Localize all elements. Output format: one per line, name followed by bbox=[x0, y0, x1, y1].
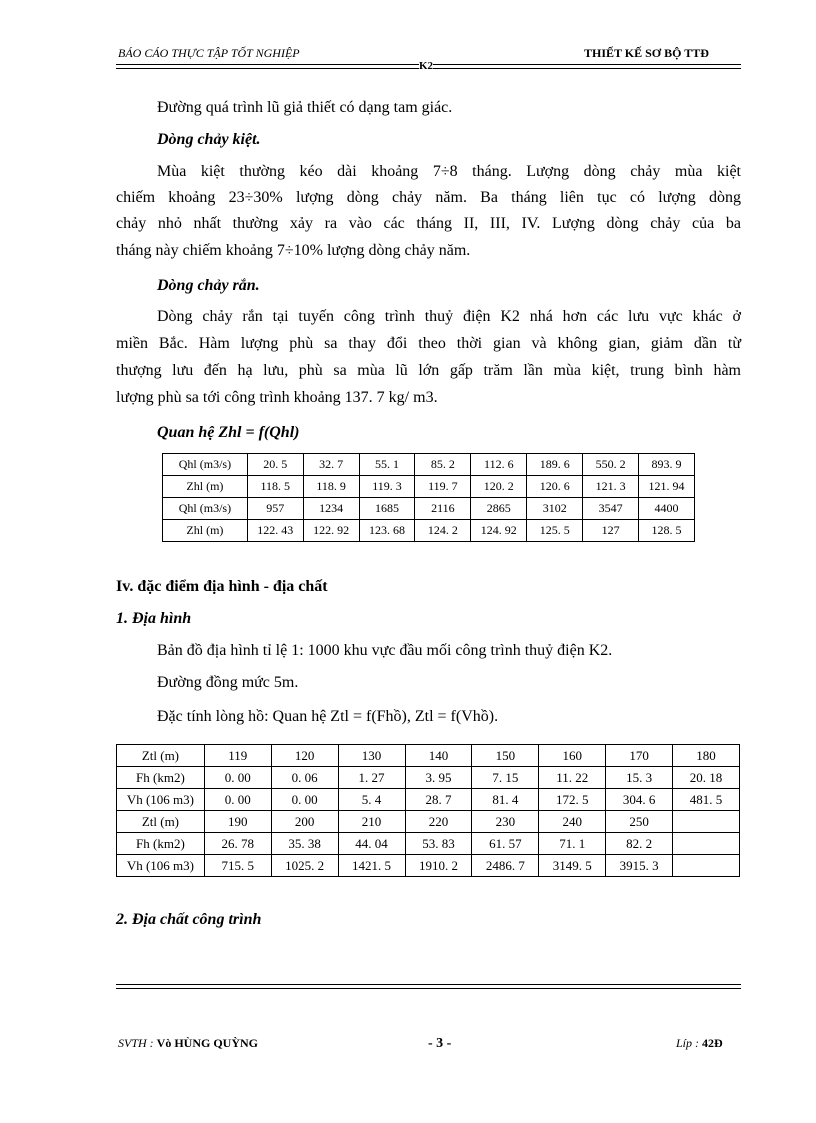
table2-cell: 1025. 2 bbox=[271, 855, 338, 877]
table1-cell: 120. 6 bbox=[527, 476, 583, 498]
table2-cell: 3. 95 bbox=[405, 767, 472, 789]
table2-cell: 250 bbox=[606, 811, 673, 833]
header-report-title: BÁO CÁO THỰC TẬP TỐT NGHIỆP bbox=[118, 46, 300, 60]
table2-cell: 28. 7 bbox=[405, 789, 472, 811]
table1-cell: 4400 bbox=[639, 498, 695, 520]
table1-cell: 127 bbox=[583, 520, 639, 542]
table2-row bbox=[117, 855, 740, 877]
table1-cell: 123. 68 bbox=[359, 520, 415, 542]
table2-cell: 44. 04 bbox=[338, 833, 405, 855]
paragraph-flood: Đường quá trình lũ giả thiết có dạng tam giác. bbox=[157, 99, 453, 116]
table2-row bbox=[117, 745, 740, 767]
table2-cell: 230 bbox=[472, 811, 539, 833]
table2-cell: 220 bbox=[405, 811, 472, 833]
footer-page-number: - 3 - bbox=[428, 1036, 452, 1051]
table1-cell: 893. 9 bbox=[639, 454, 695, 476]
table1-cell: 118. 5 bbox=[247, 476, 303, 498]
table2-cell: 240 bbox=[539, 811, 606, 833]
table1-cell: 128. 5 bbox=[639, 520, 695, 542]
table2-cell: 180 bbox=[673, 745, 740, 767]
table1-cell: 3547 bbox=[583, 498, 639, 520]
table-ztl-fh-vh bbox=[116, 744, 740, 877]
ran-line-2: miền Bắc. Hàm lượng phù sa thay đổi theo thời gian và không gian, giảm dần từ bbox=[116, 335, 741, 352]
footer-lop-label: Líp : bbox=[676, 1036, 700, 1050]
table1-cell: 125. 5 bbox=[527, 520, 583, 542]
table1-cell: 32. 7 bbox=[303, 454, 359, 476]
table1-cell: 85. 2 bbox=[415, 454, 471, 476]
table2-cell: 3915. 3 bbox=[606, 855, 673, 877]
table2-cell: 130 bbox=[338, 745, 405, 767]
table2-cell: 2486. 7 bbox=[472, 855, 539, 877]
table1-cell: 2865 bbox=[471, 498, 527, 520]
table2-cell: 0. 06 bbox=[271, 767, 338, 789]
table2-cell: 210 bbox=[338, 811, 405, 833]
table2-row-label: Ztl (m) bbox=[117, 745, 205, 767]
table2-row bbox=[117, 833, 740, 855]
table2-cell: 304. 6 bbox=[606, 789, 673, 811]
table2-cell: 170 bbox=[606, 745, 673, 767]
table1-cell: 119. 7 bbox=[415, 476, 471, 498]
table1-cell: 124. 92 bbox=[471, 520, 527, 542]
kiet-line-3: chảy nhỏ nhất thường xảy ra vào các tháng II, III, IV. Lượng dòng chảy của ba bbox=[116, 215, 741, 232]
table1-row bbox=[163, 520, 695, 542]
table2-cell: 160 bbox=[539, 745, 606, 767]
table2-cell: 3149. 5 bbox=[539, 855, 606, 877]
table1-row bbox=[163, 476, 695, 498]
kiet-line-1: Mùa kiệt thường kéo dài khoảng 7÷8 tháng. Lượng dòng chảy mùa kiệt bbox=[157, 163, 741, 180]
table2-row-label: Fh (km2) bbox=[117, 833, 205, 855]
footer-student bbox=[118, 1036, 258, 1051]
table2-cell: 0. 00 bbox=[204, 789, 271, 811]
table2-cell: 26. 78 bbox=[204, 833, 271, 855]
table1-cell: 20. 5 bbox=[247, 454, 303, 476]
footer-rule-top bbox=[116, 984, 741, 985]
table2-cell: 5. 4 bbox=[338, 789, 405, 811]
table2-cell: 35. 38 bbox=[271, 833, 338, 855]
heading-dong-chay-ran: Dòng chảy rắn. bbox=[157, 277, 260, 294]
table1-row bbox=[163, 498, 695, 520]
table1-cell: 957 bbox=[247, 498, 303, 520]
table1-cell: 122. 92 bbox=[303, 520, 359, 542]
table2-cell bbox=[673, 855, 740, 877]
table2-row-label: Vh (106 m3) bbox=[117, 789, 205, 811]
footer-svth-label: SVTH : bbox=[118, 1036, 154, 1050]
footer-svth-name: Vò HÙNG QUỲNG bbox=[156, 1036, 259, 1050]
table1-cell: 121. 3 bbox=[583, 476, 639, 498]
table2-row bbox=[117, 789, 740, 811]
table2-cell: 200 bbox=[271, 811, 338, 833]
table2-cell: 119 bbox=[204, 745, 271, 767]
dh-line-1: Bản đồ địa hình tỉ lệ 1: 1000 khu vực đầu mối công trình thuỷ điện K2. bbox=[157, 642, 613, 659]
dh-line-2: Đường đồng mức 5m. bbox=[157, 674, 299, 691]
table1-cell: 550. 2 bbox=[583, 454, 639, 476]
table2-cell: 15. 3 bbox=[606, 767, 673, 789]
table2-row bbox=[117, 811, 740, 833]
section-1-heading: 1. Địa hình bbox=[116, 610, 192, 627]
table1-cell: 2116 bbox=[415, 498, 471, 520]
table1-cell: 122. 43 bbox=[247, 520, 303, 542]
table1-cell: 189. 6 bbox=[527, 454, 583, 476]
heading-quan-he: Quan hệ Zhl = f(Qhl) bbox=[157, 424, 300, 441]
table1-row bbox=[163, 454, 695, 476]
table2-cell: 0. 00 bbox=[204, 767, 271, 789]
kiet-line-4: tháng này chiếm khoảng 7÷10% lượng dòng chảy năm. bbox=[116, 242, 471, 259]
table2-row-label: Fh (km2) bbox=[117, 767, 205, 789]
table2-cell: 0. 00 bbox=[271, 789, 338, 811]
table2-cell: 61. 57 bbox=[472, 833, 539, 855]
footer-class bbox=[676, 1036, 723, 1051]
table2-cell: 11. 22 bbox=[539, 767, 606, 789]
table2-row bbox=[117, 767, 740, 789]
table2-cell: 7. 15 bbox=[472, 767, 539, 789]
table2-cell: 1421. 5 bbox=[338, 855, 405, 877]
table2-row-label: Ztl (m) bbox=[117, 811, 205, 833]
table2-cell: 1910. 2 bbox=[405, 855, 472, 877]
table1-cell: 1234 bbox=[303, 498, 359, 520]
table2-cell: 82. 2 bbox=[606, 833, 673, 855]
table1-cell: 121. 94 bbox=[639, 476, 695, 498]
table2-cell bbox=[673, 833, 740, 855]
table1-row-label: Zhl (m) bbox=[163, 520, 248, 542]
table1-cell: 55. 1 bbox=[359, 454, 415, 476]
table1-row-label: Qhl (m3/s) bbox=[163, 454, 248, 476]
table1-row-label: Zhl (m) bbox=[163, 476, 248, 498]
table2-cell: 140 bbox=[405, 745, 472, 767]
table1-row-label: Qhl (m3/s) bbox=[163, 498, 248, 520]
table2-cell: 71. 1 bbox=[539, 833, 606, 855]
header-code: K2 bbox=[419, 60, 434, 72]
table2-cell bbox=[673, 811, 740, 833]
table1-cell: 112. 6 bbox=[471, 454, 527, 476]
kiet-line-2: chiếm khoảng 23÷30% lượng dòng chảy năm. Ba tháng liên tục có lượng dòng bbox=[116, 189, 741, 206]
ran-line-4: lượng phù sa tới công trình khoảng 137. 7 kg/ m3. bbox=[116, 389, 438, 406]
table2-cell: 150 bbox=[472, 745, 539, 767]
table1-cell: 1685 bbox=[359, 498, 415, 520]
table2-cell: 53. 83 bbox=[405, 833, 472, 855]
table1-cell: 118. 9 bbox=[303, 476, 359, 498]
table2-cell: 172. 5 bbox=[539, 789, 606, 811]
table2-cell: 20. 18 bbox=[673, 767, 740, 789]
heading-dong-chay-kiet: Dòng chảy kiệt. bbox=[157, 131, 261, 148]
footer-rule-bottom bbox=[116, 988, 741, 989]
table1-cell: 124. 2 bbox=[415, 520, 471, 542]
table2-cell: 120 bbox=[271, 745, 338, 767]
section-iv-heading: Iv. đặc điểm địa hình - địa chất bbox=[116, 578, 328, 595]
table2-cell: 81. 4 bbox=[472, 789, 539, 811]
table2-row-label: Vh (106 m3) bbox=[117, 855, 205, 877]
table1-cell: 3102 bbox=[527, 498, 583, 520]
table2-cell: 715. 5 bbox=[204, 855, 271, 877]
dh-line-3: Đặc tính lòng hồ: Quan hệ Ztl = f(Fhồ), Ztl = f(Vhồ). bbox=[157, 708, 499, 725]
section-2-heading: 2. Địa chất công trình bbox=[116, 911, 262, 928]
table1-cell: 119. 3 bbox=[359, 476, 415, 498]
table2-cell: 190 bbox=[204, 811, 271, 833]
header-section-title: THIẾT KẾ SƠ BỘ TTĐ bbox=[584, 46, 709, 60]
ran-line-1: Dòng chảy rắn tại tuyến công trình thuỷ điện K2 nhá hơn các lưu vực khác ở bbox=[157, 308, 741, 325]
ran-line-3: thượng lưu đến hạ lưu, phù sa mùa lũ lớn gấp trăm lần mùa kiệt, trung bình hàm bbox=[116, 362, 741, 379]
table2-cell: 481. 5 bbox=[673, 789, 740, 811]
table2-cell: 1. 27 bbox=[338, 767, 405, 789]
table-zhl-qhl bbox=[162, 453, 695, 542]
footer-lop-value: 42Ð bbox=[702, 1036, 723, 1050]
table1-cell: 120. 2 bbox=[471, 476, 527, 498]
